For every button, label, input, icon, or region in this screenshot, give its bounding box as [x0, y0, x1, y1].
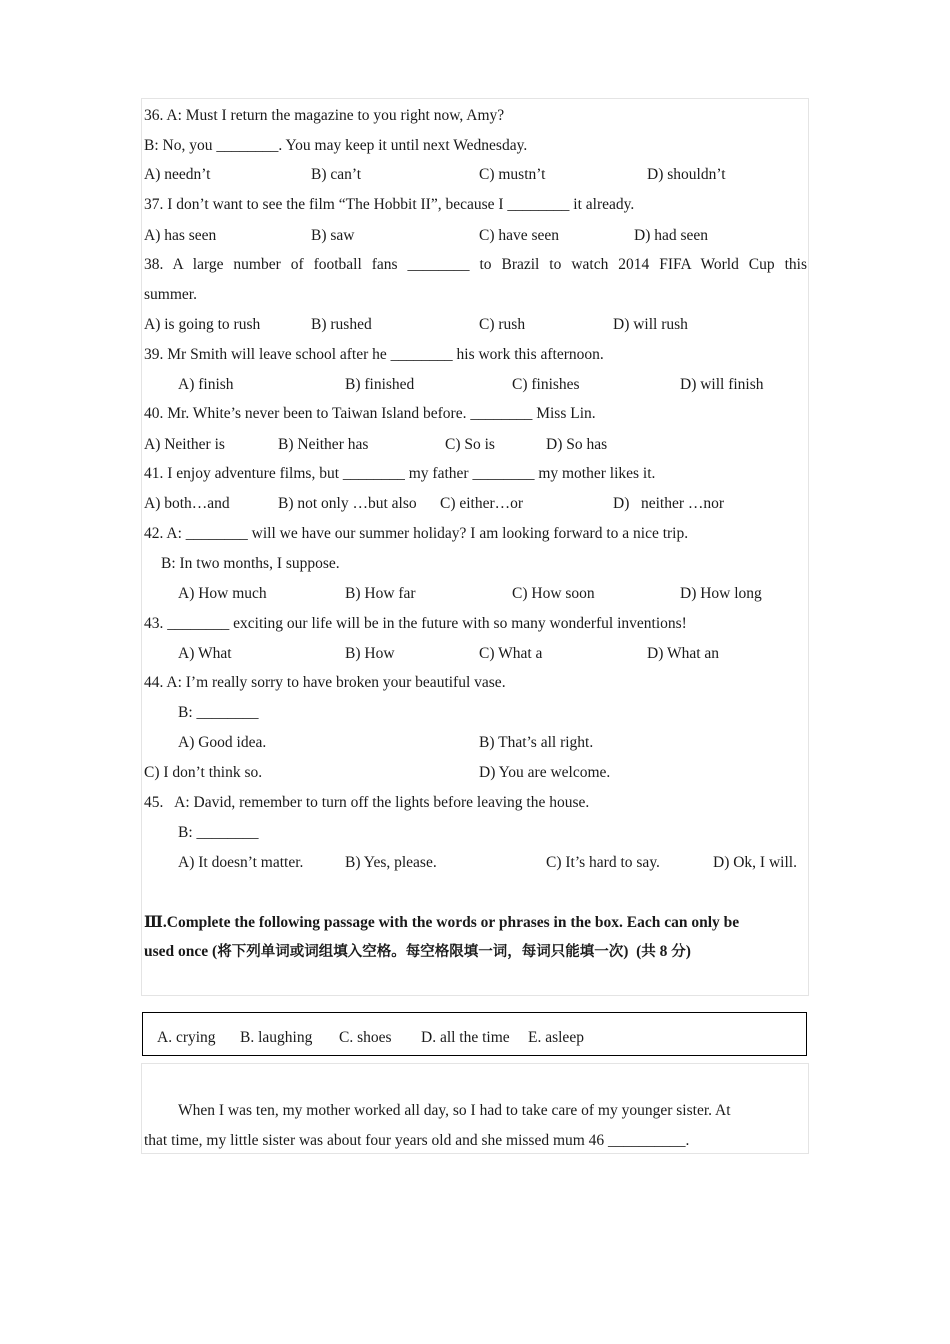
question-43-option-d: D) What an — [647, 645, 720, 662]
question-42-option-d: D) How long — [680, 585, 762, 602]
question-41-option-d: D) neither …nor — [613, 495, 725, 512]
question-42-option-a: A) How much — [178, 585, 267, 602]
question-45-response: B: ________ — [178, 824, 259, 841]
question-36-option-d: D) shouldn’t — [647, 166, 726, 183]
question-36-response: B: No, you ________. You may keep it until next Wednesday. — [144, 137, 528, 154]
question-38-option-d: D) will rush — [613, 316, 688, 333]
word-box-item-d: D. all the time — [421, 1029, 510, 1046]
question-38-stem-continued: summer. — [144, 286, 197, 303]
question-41-option-c: C) either…or — [440, 495, 524, 512]
question-38-option-a: A) is going to rush — [144, 316, 261, 333]
question-38-option-b: B) rushed — [311, 316, 372, 333]
question-41-option-a: A) both…and — [144, 495, 230, 512]
question-40-option-a: A) Neither is — [144, 436, 225, 453]
question-41-stem: 41. I enjoy adventure films, but ________ my father ________ my mother likes it. — [144, 465, 656, 482]
question-38-option-c: C) rush — [479, 316, 526, 333]
question-40-option-c: C) So is — [445, 436, 495, 453]
question-39-option-a: A) finish — [178, 376, 234, 393]
question-37-option-d: D) had seen — [634, 227, 709, 244]
question-40-option-b: B) Neither has — [278, 436, 369, 453]
question-36-option-c: C) mustn’t — [479, 166, 546, 183]
question-41-option-b: B) not only …but also — [278, 495, 417, 512]
question-40-option-d: D) So has — [546, 436, 608, 453]
question-44-option-b: B) That’s all right. — [479, 734, 594, 751]
word-box-item-e: E. asleep — [528, 1029, 584, 1046]
question-43-option-c: C) What a — [479, 645, 543, 662]
question-37-option-b: B) saw — [311, 227, 355, 244]
question-39-option-d: D) will finish — [680, 376, 764, 393]
question-37-option-c: C) have seen — [479, 227, 560, 244]
question-42-stem: 42. A: ________ will we have our summer holiday? I am looking forward to a nice trip. — [144, 525, 689, 542]
question-39-option-b: B) finished — [345, 376, 415, 393]
question-44-response: B: ________ — [178, 704, 259, 721]
question-45-option-c: C) It’s hard to say. — [546, 854, 660, 871]
question-36-option-b: B) can’t — [311, 166, 362, 183]
question-40-stem: 40. Mr. White’s never been to Taiwan Island before. ________ Miss Lin. — [144, 405, 596, 422]
question-45-stem: 45. A: David, remember to turn off the lights before leaving the house. — [144, 794, 590, 811]
word-box-item-b: B. laughing — [240, 1029, 313, 1046]
question-37-stem: 37. I don’t want to see the film “The Hobbit II”, because I ________ it already. — [144, 196, 635, 213]
word-box-item-a: A. crying — [157, 1029, 216, 1046]
question-43-stem: 43. ________ exciting our life will be in the future with so many wonderful inventions! — [144, 615, 687, 632]
question-38-stem: 38. A large number of football fans ________ to Brazil to watch 2014 FIFA World Cup this — [144, 256, 807, 273]
question-37-option-a: A) has seen — [144, 227, 217, 244]
question-43-option-a: A) What — [178, 645, 232, 662]
question-45-option-a: A) It doesn’t matter. — [178, 854, 304, 871]
section-3-title-line-1: Ⅲ.Complete the following passage with the words or phrases in the box. Each can only be — [144, 914, 740, 931]
question-39-option-c: C) finishes — [512, 376, 580, 393]
question-45-option-d: D) Ok, I will. — [713, 854, 797, 871]
question-42-option-c: C) How soon — [512, 585, 595, 602]
question-45-option-b: B) Yes, please. — [345, 854, 437, 871]
question-36-stem: 36. A: Must I return the magazine to you right now, Amy? — [144, 107, 505, 124]
section-3-title-line-2: used once (将下列单词或词组填入空格。每空格限填一词，每词只能填一次) (共 8 分) — [144, 943, 691, 960]
question-42-option-b: B) How far — [345, 585, 416, 602]
question-42-response: B: In two months, I suppose. — [161, 555, 340, 572]
word-box-item-c: C. shoes — [339, 1029, 392, 1046]
question-36-option-a: A) needn’t — [144, 166, 211, 183]
question-43-option-b: B) How — [345, 645, 395, 662]
passage-line-2: that time, my little sister was about four years old and she missed mum 46 __________. — [144, 1132, 690, 1149]
question-44-option-c: C) I don’t think so. — [144, 764, 263, 781]
passage-line-1: When I was ten, my mother worked all day, so I had to take care of my younger sister. At — [178, 1102, 731, 1119]
question-44-option-a: A) Good idea. — [178, 734, 267, 751]
question-44-option-d: D) You are welcome. — [479, 764, 611, 781]
question-39-stem: 39. Mr Smith will leave school after he ________ his work this afternoon. — [144, 346, 604, 363]
question-44-stem: 44. A: I’m really sorry to have broken your beautiful vase. — [144, 674, 506, 691]
